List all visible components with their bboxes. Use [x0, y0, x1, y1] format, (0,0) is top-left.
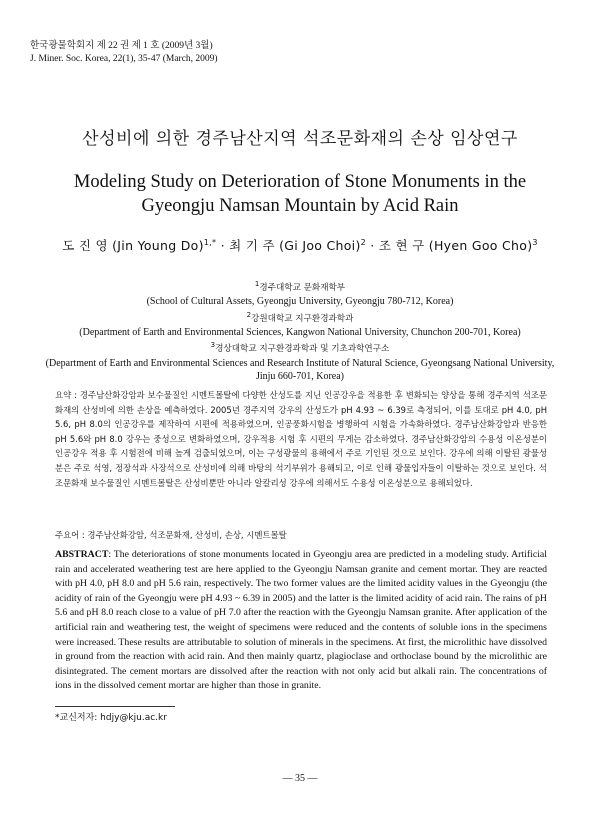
abstract-label: ABSTRACT [55, 549, 109, 560]
title-korean: 산성비에 의한 경주남산지역 석조문화재의 손상 임상연구 [82, 129, 518, 149]
affiliation-number: 3 [210, 341, 216, 350]
author-separator: · [366, 238, 379, 253]
keywords-korean: 주요어 : 경주남산화강암, 석조문화재, 산성비, 손상, 시멘트몰탈 [55, 530, 287, 540]
title-english: Modeling Study on Deterioration of Stone Monuments in the Gyeongju Namsan Mountain by Acid Rain [73, 172, 527, 216]
affiliation-ko [40, 339, 560, 356]
affiliations [40, 278, 560, 383]
affiliation-ko-text: 강원대학교 지구환경과학과 [251, 313, 354, 324]
affiliation-en: (Department of Earth and Environmental Sciences, Kangwon National University, Chunchon 200-701, Korea) [79, 326, 521, 338]
author-name: 최 기 주 (Gi Joo Choi) [229, 238, 361, 253]
affiliation-ko [40, 278, 560, 295]
affiliation-ko-text: 경상대학교 지구환경과학과 및 기초과학연구소 [215, 344, 390, 355]
affiliation-en: (School of Cultural Assets, Gyeongju University, Gyeongju 780-712, Korea) [146, 296, 454, 308]
journal-citation-ko: 한국광물학회지 제 22 권 제 1 호 (2009년 3월) [30, 41, 213, 51]
abstract-english [55, 548, 547, 694]
author-separator: · [216, 238, 230, 253]
affiliation-ko-text: 경주대학교 문화재학부 [259, 282, 346, 293]
author-name: 조 현 구 (Hyen Goo Cho) [378, 238, 533, 253]
affiliation-en: (Department of Earth and Environmental Sciences and Research Institute of Natural Science, Gyeongsang National University, Jinju 660-701, Korea) [45, 357, 555, 383]
corresponding-author-footnote: *교신저자: hdjy@kju.ac.kr [55, 713, 167, 723]
author-name: 도 진 영 (Jin Young Do) [62, 238, 204, 253]
journal-citation-en: J. Miner. Soc. Korea, 22(1), 35-47 (March, 2009) [30, 54, 218, 64]
author-affiliation-mark: 3 [532, 237, 538, 247]
footnote-divider [55, 706, 175, 707]
author-list [0, 236, 600, 254]
author-affiliation-mark: 2 [360, 237, 367, 247]
affiliation-ko [40, 309, 560, 326]
affiliation-number: 1 [254, 280, 260, 288]
abstract-korean: 요약 : 경주남산화강암과 보수물질인 시멘트몰탈에 다양한 산성도를 지닌 인공강우을 적용한 후 변화되는 양상을 통해 경주지역 석조문화재의 산성비에 의한 손상을 예측하였다. 2005년 경주지역 강우의 산성도가 pH 4.93 ~ 6.39로 측정되어, 이를 토대로 pH 4.0, pH 5.6, pH 8.0의 인공강우를 제작하여 시편에 적용하였으며, 인공풍화시험을 병행하여 시험을 가속화하였다. 경주남산화강암과 반응한 pH 5.6와 pH 8.0 강우는 중성으로 변화하였으며, 강우적용 시험 후 시편의 무게는 감소하였다. 경주남산화강암의 수용성 이온성분이 인공강우 적용 후 시험전에 비해 높게 검출되었으며, 이는 구성광물의 용해에서 주로 기인된 것으로 보인다. 강우에 의해 이탈된 광물성분은 주로 석영, 정장석과 사장석으로 산성비에 의해 바탕의 석기부위가 용해되고, 이로 인해 광물입자들이 이탈하는 것으로 보인다. 석조문화재 보수물질인 시멘트몰탈은 산성비뿐만 아니라 알칼리성 강우에 의해서도 수용성 이온성분으로 용해되었다. [55, 390, 547, 488]
author-affiliation-mark: 1,* [203, 237, 217, 247]
affiliation-number: 2 [246, 310, 252, 319]
page-number: — 35 — [282, 773, 318, 784]
abstract-text: : The deteriorations of stone monuments located in Gyeongju area are predicted in a modeling study. Artificial rain and accelerated weathering test are here applied to the Gyeongju Namsan granite and cement mortar. They are reacted with pH 4.0, pH 8.0 and pH 5.6 rain, respectively. The two former values are the limited acidity values in the Gyeongju (the acidity of rain of the Gyeongju were pH 4.93 ~ 6.39 in 2005) and the latter is the limited acidity of acid rain. The rains of pH 5.6 and pH 8.0 reach close to a value of pH 7.0 after the reaction with the Gyeongju Namsan granite. After application of the artificial rain and weathering test, the weight of specimens were reduced and the contents of soluble ions in the specimens were increased. These results are attributable to solution of minerals in the specimens. At first, the microlithic have dissolved in ground from the reaction with acid rain. And then mainly quartz, plagioclase and orthoclase bound by the microlithic are disintegrated. The cement mortars are dissolved after the reaction with not only acid but alkali rain. The concentrations of ions in the dissolved cement mortar are higher than those in granite. [55, 549, 547, 692]
journal-header [30, 40, 218, 66]
